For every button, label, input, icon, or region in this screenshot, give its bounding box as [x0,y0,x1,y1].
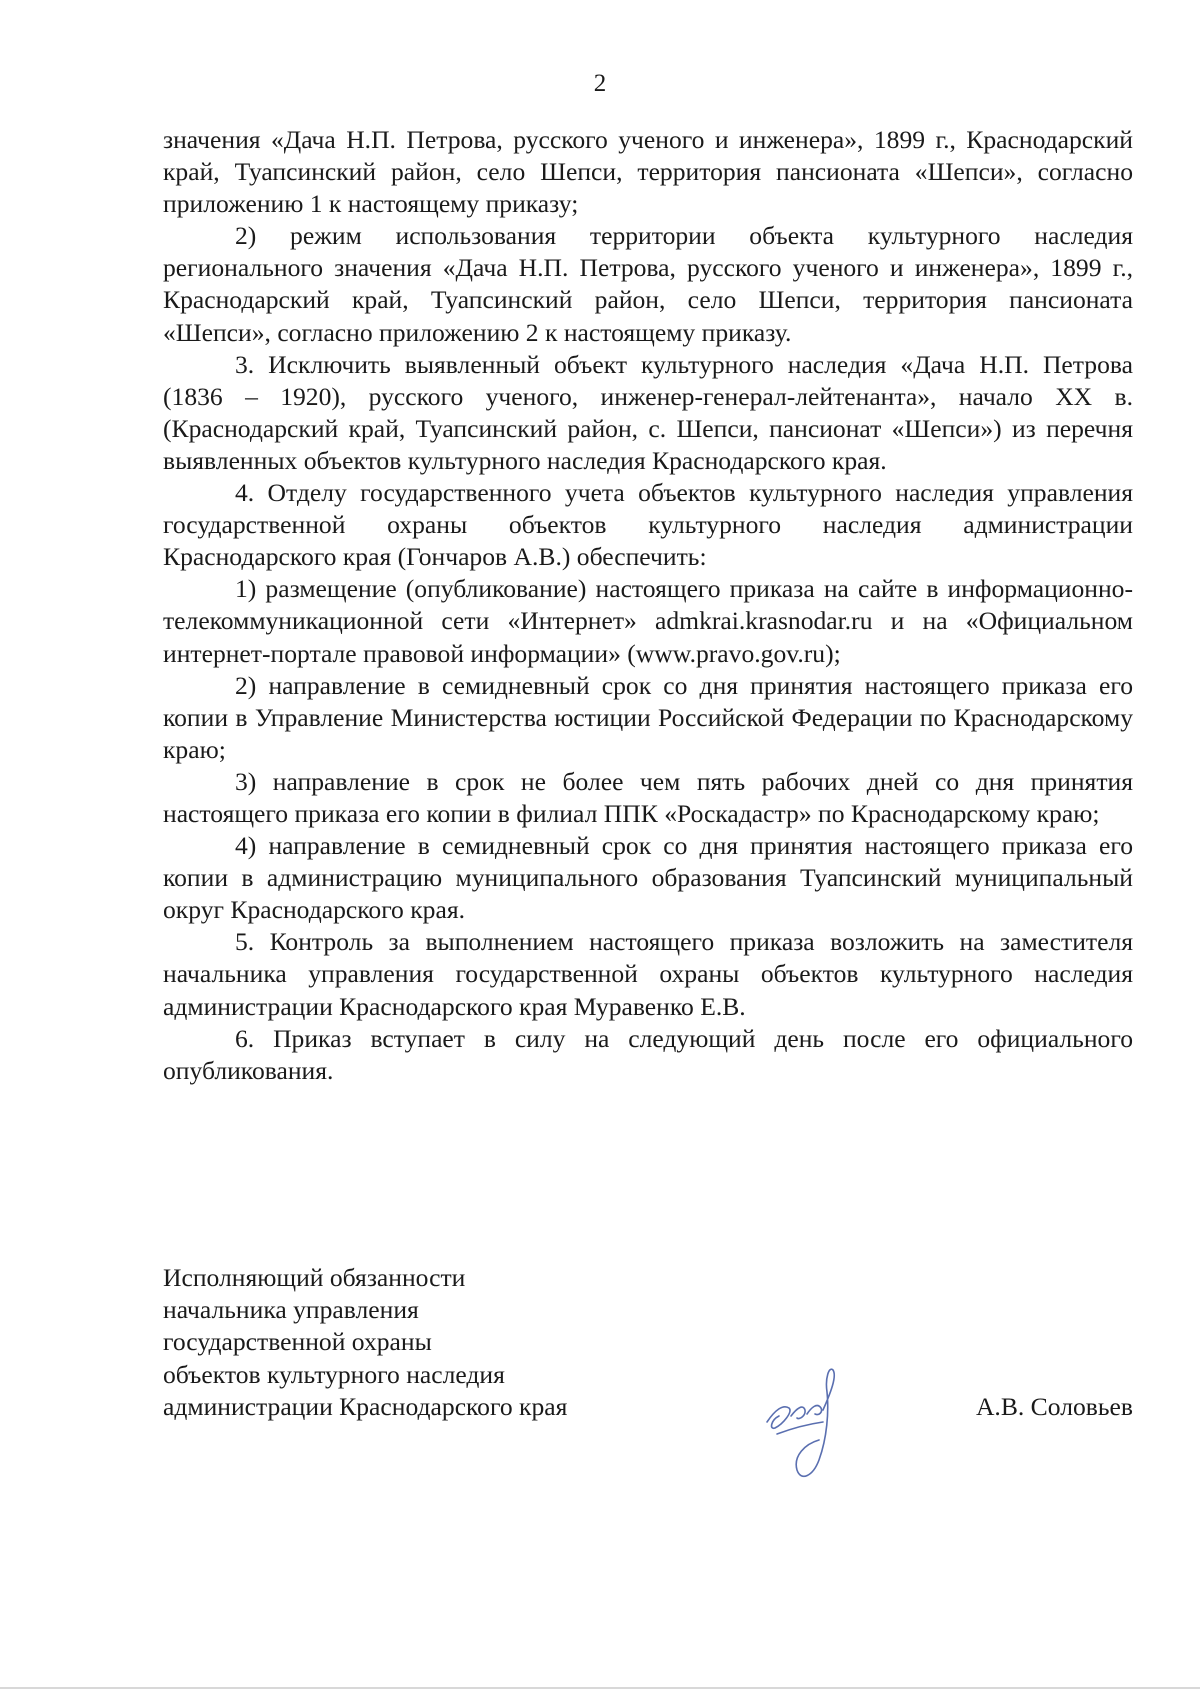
paragraph-continuation: значения «Дача Н.П. Петрова, русского ученого и инженера», 1899 г., Краснодарский край, Туапсинский район, село Шепси, территория пансионата «Шепси», согласно приложению 1 к настоящему приказу; [163,125,1133,219]
signatory-name: А.В. Соловьев [975,1391,1133,1421]
handwritten-signature [753,1352,863,1502]
paragraph-item-3-exclude: 3. Исключить выявленный объект культурного наследия «Дача Н.П. Петрова (1836 – 1920), русского ученого, инженер-генерал-лейтенанта», начало XX в. (Краснодарский край, Туапсинский район, с. Шепси, пансионат «Шепси») из перечня выявленных объектов культурного наследия Краснодарского края. [163,349,1133,475]
signatory-position-line: администрации Краснодарского края [163,1391,568,1421]
paragraph-subitem-3-roskadastr: 3) направление в срок не более чем пять рабочих дней со дня принятия настоящего приказа его копии в филиал ППК «Роскадастр» по Краснодарскому краю; [163,766,1133,828]
scan-bottom-edge [0,1687,1200,1689]
paragraph-subitem-2-justice: 2) направление в семидневный срок со дня принятия настоящего приказа его копии в Управление Министерства юстиции Российской Федерации по Краснодарскому краю; [163,670,1133,764]
paragraph-subitem-4-municipality: 4) направление в семидневный срок со дня принятия настоящего приказа его копии в администрацию муниципального образования Туапсинский муниципальный округ Краснодарского края. [163,831,1133,925]
signatory-position [163,1262,567,1423]
page-number: 2 [593,70,607,97]
signatory-position-line: государственной охраны [163,1327,432,1357]
paragraph-subitem-1-publication: 1) размещение (опубликование) настоящего приказа на сайте в информационно-телекоммуникационной сети «Интернет» admkrai.krasnodar.ru и на «Официальном интернет-портале правовой информации» (www.pravo.gov.ru); [163,574,1133,668]
signatory-position-line: начальника управления [163,1295,419,1325]
paragraph-item-2-regime: 2) режим использования территории объекта культурного наследия регионального значения «Дача Н.П. Петрова, русского ученого и инженера», 1899 г., Краснодарский край, Туапсинский район, село Шепси, территория пансионата «Шепси», согласно приложению 2 к настоящему приказу. [163,221,1133,347]
paragraph-item-4-department: 4. Отделу государственного учета объектов культурного наследия управления государственной охраны объектов культурного наследия администрации Краснодарского края (Гончаров А.В.) обеспечить: [163,478,1133,572]
signatory-position-line: объектов культурного наследия [163,1359,505,1389]
signatory-position-line: Исполняющий обязанности [163,1263,466,1292]
signature-block [163,1262,1133,1502]
paragraph-item-5-control: 5. Контроль за выполнением настоящего приказа возложить на заместителя начальника управления государственной охраны объектов культурного наследия администрации Краснодарского края Муравенко Е.В. [163,927,1133,1021]
paragraph-item-6-effect: 6. Приказ вступает в силу на следующий день после его официального опубликования. [163,1023,1133,1085]
document-body [163,124,1133,1087]
